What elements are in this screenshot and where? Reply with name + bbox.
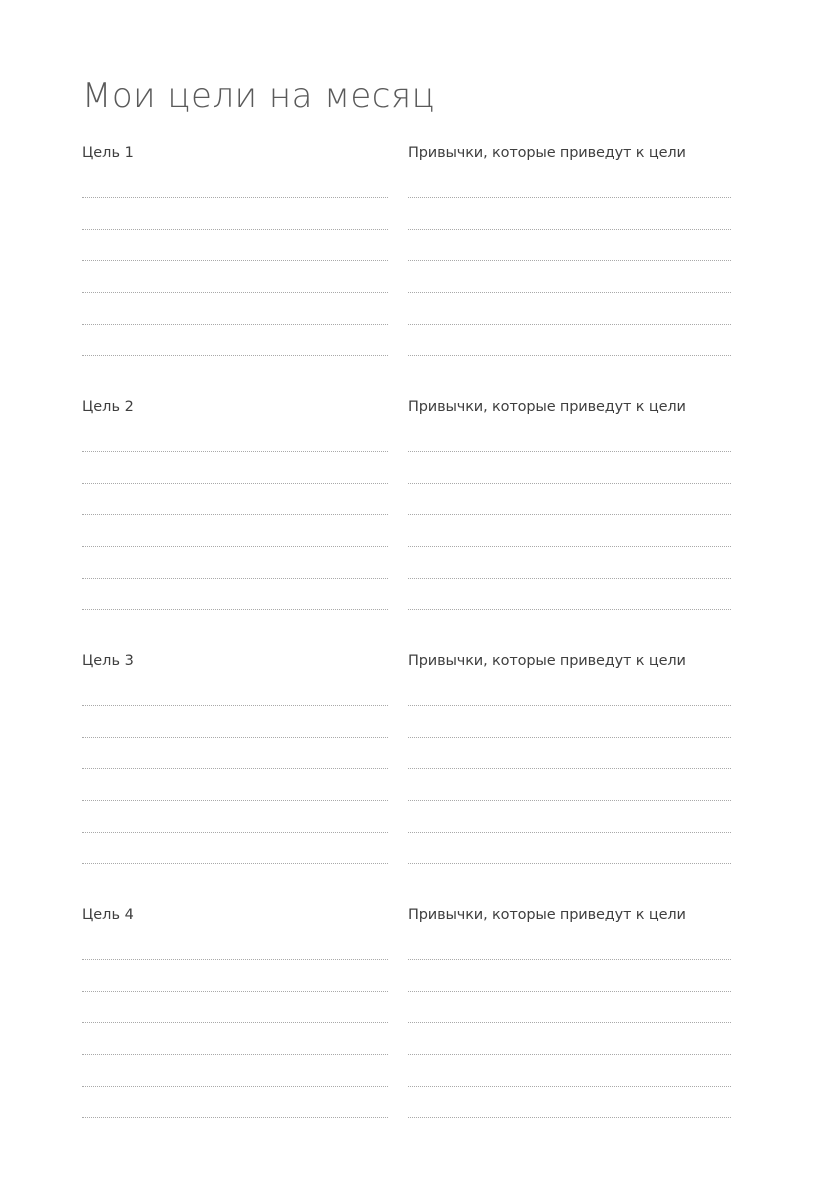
goal-write-line[interactable] [82,940,388,960]
goal-write-line[interactable] [82,992,388,1024]
habit-write-line[interactable] [408,547,731,579]
goal-column-heading: Цель 1 [82,145,134,161]
goal-write-line[interactable] [82,1023,388,1055]
habit-write-line[interactable] [408,833,731,865]
goal-write-line[interactable] [82,293,388,325]
habit-write-line[interactable] [408,706,731,738]
habit-write-line[interactable] [408,230,731,262]
habits-column-lines [408,940,731,1118]
habits-column-lines [408,686,731,864]
goal-block-4 [82,906,731,1121]
goal-block-1 [82,144,731,359]
habits-column [408,398,731,610]
goal-write-line[interactable] [82,738,388,770]
habit-write-line[interactable] [408,261,731,293]
goal-column [82,144,388,356]
goal-write-line[interactable] [82,706,388,738]
habits-column-heading: Привычки, которые приведут к цели [408,399,686,415]
habit-write-line[interactable] [408,960,731,992]
habits-column-lines [408,432,731,610]
goal-column [82,398,388,610]
goal-write-line[interactable] [82,452,388,484]
goal-write-line[interactable] [82,769,388,801]
goal-column-lines [82,686,388,864]
habits-column-heading: Привычки, которые приведут к цели [408,907,686,923]
goal-column-lines [82,940,388,1118]
habit-write-line[interactable] [408,579,731,611]
goal-write-line[interactable] [82,960,388,992]
goal-column-lines [82,178,388,356]
goal-column [82,906,388,1118]
page-title: Мои цели на месяц [82,76,436,116]
habit-write-line[interactable] [408,198,731,230]
goal-write-line[interactable] [82,261,388,293]
goal-column-heading: Цель 2 [82,399,134,415]
habits-column-heading: Привычки, которые приведут к цели [408,145,686,161]
goal-write-line[interactable] [82,178,388,198]
goal-write-line[interactable] [82,801,388,833]
habit-write-line[interactable] [408,484,731,516]
habit-write-line[interactable] [408,1023,731,1055]
goal-write-line[interactable] [82,325,388,357]
goal-block-2 [82,398,731,613]
habit-write-line[interactable] [408,1055,731,1087]
habits-column-lines [408,178,731,356]
goal-write-line[interactable] [82,515,388,547]
habit-write-line[interactable] [408,1087,731,1119]
goal-column [82,652,388,864]
habit-write-line[interactable] [408,769,731,801]
goal-write-line[interactable] [82,547,388,579]
goal-write-line[interactable] [82,484,388,516]
habit-write-line[interactable] [408,452,731,484]
habit-write-line[interactable] [408,293,731,325]
habit-write-line[interactable] [408,738,731,770]
goal-write-line[interactable] [82,833,388,865]
habits-column-heading: Привычки, которые приведут к цели [408,653,686,669]
goal-write-line[interactable] [82,686,388,706]
goal-write-line[interactable] [82,230,388,262]
goal-column-heading: Цель 4 [82,907,134,923]
habit-write-line[interactable] [408,801,731,833]
goal-write-line[interactable] [82,1055,388,1087]
habit-write-line[interactable] [408,940,731,960]
goal-write-line[interactable] [82,579,388,611]
goal-block-3 [82,652,731,867]
habits-column [408,144,731,356]
goal-write-line[interactable] [82,432,388,452]
habit-write-line[interactable] [408,992,731,1024]
habit-write-line[interactable] [408,515,731,547]
habit-write-line[interactable] [408,178,731,198]
goal-write-line[interactable] [82,1087,388,1119]
habit-write-line[interactable] [408,325,731,357]
habits-column [408,906,731,1118]
habits-column [408,652,731,864]
goal-column-heading: Цель 3 [82,653,134,669]
habit-write-line[interactable] [408,432,731,452]
goal-column-lines [82,432,388,610]
goal-write-line[interactable] [82,198,388,230]
habit-write-line[interactable] [408,686,731,706]
